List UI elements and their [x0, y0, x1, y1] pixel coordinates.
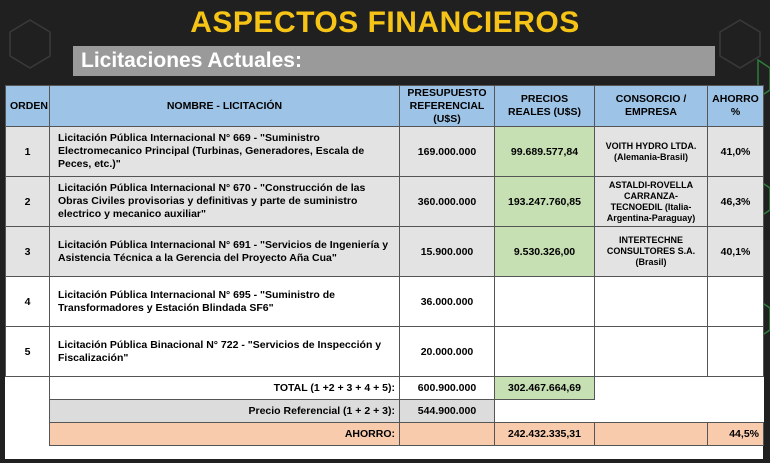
- header-ahorro: AHORRO %: [708, 86, 764, 127]
- table-row: [6, 177, 764, 227]
- referencial-row: [6, 400, 764, 423]
- cell-precio: 99.689.577,84: [495, 127, 595, 177]
- cell-orden: 2: [6, 177, 50, 227]
- header-orden: ORDEN: [6, 86, 50, 127]
- header-nombre: NOMBRE - LICITACIÓN: [50, 86, 400, 127]
- referencial-value: 544.900.000: [400, 400, 495, 423]
- cell-precio: 193.247.760,85: [495, 177, 595, 227]
- table-row: [6, 327, 764, 377]
- cell-presupuesto: 36.000.000: [400, 277, 495, 327]
- header-consorcio: CONSORCIO / EMPRESA: [595, 86, 708, 127]
- ahorro-row: [6, 423, 764, 446]
- page-title: ASPECTOS FINANCIEROS: [190, 6, 580, 39]
- section-subtitle: Licitaciones Actuales:: [81, 49, 302, 72]
- cell-presupuesto: 20.000.000: [400, 327, 495, 377]
- cell-consorcio: ASTALDI-ROVELLA CARRANZA-TECNOEDIL (Italia-Argentina-Paraguay): [595, 177, 708, 227]
- tenders-table: [5, 85, 764, 446]
- cell-orden: 4: [6, 277, 50, 327]
- cell-ahorro: 46,3%: [708, 177, 764, 227]
- header-presupuesto: PRESUPUESTO REFERENCIAL (U$S): [400, 86, 495, 127]
- table-header-row: [6, 86, 764, 127]
- cell-consorcio: INTERTECHNE CONSULTORES S.A. (Brasil): [595, 227, 708, 277]
- table-row: [6, 227, 764, 277]
- cell-orden: 3: [6, 227, 50, 277]
- ahorro-percent: 44,5%: [708, 423, 764, 446]
- cell-nombre: Licitación Pública Internacional N° 669 - "Suministro Electromecanico Principal (Turbinas, Generadores, Escala de Peces, etc.)": [50, 127, 400, 177]
- total-label: TOTAL (1 +2 + 3 + 4 + 5):: [50, 377, 400, 400]
- cell-precio: [495, 327, 595, 377]
- cell-consorcio: [595, 327, 708, 377]
- header-precios: PRECIOS REALES (U$S): [495, 86, 595, 127]
- cell-precio: [495, 277, 595, 327]
- subtitle-bar: [73, 46, 715, 76]
- cell-orden: 5: [6, 327, 50, 377]
- ahorro-label: AHORRO:: [50, 423, 400, 446]
- cell-ahorro: 41,0%: [708, 127, 764, 177]
- cell-ahorro: [708, 327, 764, 377]
- table-row: [6, 127, 764, 177]
- total-row: [6, 377, 764, 400]
- ahorro-value: 242.432.335,31: [495, 423, 595, 446]
- total-precio: 302.467.664,69: [495, 377, 595, 400]
- cell-orden: 1: [6, 127, 50, 177]
- referencial-label: Precio Referencial (1 + 2 + 3):: [50, 400, 400, 423]
- cell-nombre: Licitación Pública Binacional N° 722 - "Servicios de Inspección y Fiscalización": [50, 327, 400, 377]
- cell-consorcio: VOITH HYDRO LTDA. (Alemania-Brasil): [595, 127, 708, 177]
- cell-presupuesto: 15.900.000: [400, 227, 495, 277]
- cell-nombre: Licitación Pública Internacional N° 695 - "Suministro de Transformadores y Estación Blindada SF6": [50, 277, 400, 327]
- total-presupuesto: 600.900.000: [400, 377, 495, 400]
- cell-presupuesto: 360.000.000: [400, 177, 495, 227]
- cell-presupuesto: 169.000.000: [400, 127, 495, 177]
- tenders-table-container: [5, 85, 763, 459]
- cell-nombre: Licitación Pública Internacional N° 691 - "Servicios de Ingeniería y Asistencia Técnica a la Gerencia del Proyecto Aña Cua": [50, 227, 400, 277]
- cell-consorcio: [595, 277, 708, 327]
- cell-ahorro: [708, 277, 764, 327]
- table-row: [6, 277, 764, 327]
- cell-precio: 9.530.326,00: [495, 227, 595, 277]
- cell-nombre: Licitación Pública Internacional N° 670 - "Construcción de las Obras Civiles provisorias y definitivas y parte de suministro electrico y mecanico auxiliar": [50, 177, 400, 227]
- cell-ahorro: 40,1%: [708, 227, 764, 277]
